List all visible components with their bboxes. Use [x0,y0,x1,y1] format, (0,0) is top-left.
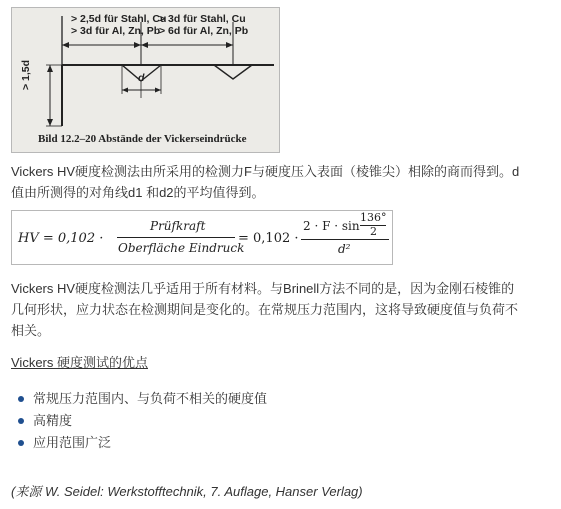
source-citation: (来源 W. Seidel: Werkstofftechnik, 7. Auflage, Hanser Verlag) [11,484,363,499]
hv-formula [11,210,393,265]
list-item-text: 高精度 [33,413,73,428]
formula-angle-denominator: 2 [370,225,377,238]
intro-line-1: Vickers HV硬度检测法由所采用的检测力F与硬度压入表面（棱锥尖）相除的商而得到。d [11,164,520,179]
body-line-1: Vickers HV硬度检测法几乎适用于所有材料。与Brinell方法不同的是，因为金刚石棱锥的 [11,281,515,296]
intro-line-2: 值由所测得的对角线d1 和d2的平均值得到。 [11,185,265,200]
spacing-label-left-al: > 3d für Al, Zn, Pb [71,25,161,37]
list-item-text: 常规压力范围内、与负荷不相关的硬度值 [33,391,268,406]
formula-angle: 136° [360,211,387,224]
list-item-text: 应用范围广泛 [33,435,112,450]
figure-caption: Bild 12.2–20 Abstände der Vickerseindrücke [38,133,247,145]
formula-denominator: Oberfläche Eindruck [118,241,245,255]
diagonal-label: d [138,72,145,84]
intro-paragraph [11,161,519,203]
fraction-bar-1 [117,237,235,238]
formula-numerator: Prüfkraft [150,219,206,233]
formula-denominator-2: d² [338,242,351,256]
body-paragraph [11,278,518,341]
advantages-link[interactable]: Vickers 硬度测试的优点 [11,355,148,370]
list-item [16,432,267,454]
depth-label: > 1,5d [20,59,32,90]
bullet-icon [18,418,24,424]
fraction-bar-2 [301,239,389,240]
body-line-3: 相关。 [11,323,51,338]
formula-equals: = 0,102 · [238,231,299,246]
bullet-icon [18,440,24,446]
advantages-list [16,388,267,454]
spacing-label-left-steel: > 2,5d für Stahl, Cu [71,13,167,25]
spacing-label-right-al: > 6d für Al, Zn, Pb [159,25,249,37]
bullet-icon [18,396,24,402]
vickers-spacing-figure [11,7,280,153]
formula-lhs: HV = 0,102 · [18,231,104,246]
formula-numerator-2: 2 · F · sin [303,219,360,233]
body-line-2: 几何形状，应力状态在检测期间是变化的。在常规压力范围内，这将导致硬度值与负荷不 [11,302,519,317]
list-item [16,410,267,432]
spacing-label-right-steel: > 3d für Stahl, Cu [159,13,246,25]
list-item [16,388,267,410]
